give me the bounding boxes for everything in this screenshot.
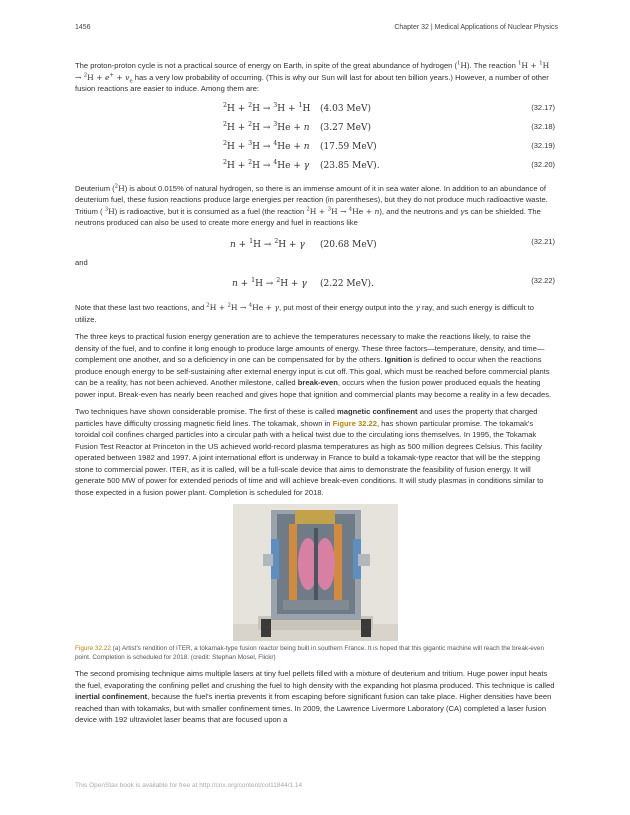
and-text: and [75,257,88,267]
figure-caption: Figure 32.22 (a) Artist's rendition of ITER, a tokamak-type fusion reactor being built in southern France. It is hoped that this gigantic machine will reach the break-even point. Completion is scheduled for 2018. (credit: Stephan Mosel, Flickr) [75,645,545,661]
equation-32-22: n + $^1$H → $^2$H + γ (2.22 MeV). (32.22) [232,276,555,289]
page-number: 1456 [75,24,91,31]
running-header: Chapter 32 | Medical Applications of Nuclear Physics [394,24,558,31]
equation-32-21: n + $^1$H → $^2$H + γ (20.68 MeV) (32.21) [230,236,555,250]
figure-link[interactable]: Figure 32.22 [332,418,377,428]
equation-32-18: $^2$H + $^2$H → $^3$He + n (3.27 MeV) (32.18) [223,120,555,133]
term-inertial-confinement: inertial confinement [75,692,148,701]
deuterium-paragraph: Deuterium ($^2$H) is about 0.015% of natural hydrogen, so there is an immense amount of it in sea water alone. In addition to an abundance of deuterium fuel, these fusion reactions produce large energies per reaction (in parentheses), but they do not produce much radioactive waste. Tritium ( $^3$H) is radioactive, but it is consumed as a fuel (the reaction $^2$H + $^3$H → $^4$He + n), and the neutrons and γs can be shielded. The neutrons produced can also be used to create more energy and fuel in reactions like [75,182,548,227]
iter-reactor-image [233,504,398,641]
note-paragraph: Note that these last two reactions, and $^2$H + $^2$H → $^4$He + γ, put most of their energy output into the γ ray, and such energy is difficult to utilize. [75,302,535,324]
inertial-paragraph: The second promising technique aims multiple lasers at tiny fuel pellets filled with a mixture of deuterium and tritium. Huge power input heats the fuel, evaporating the confining pellet and crushing the fuel to high density with the expanding hot plasma produced. This technique is called inertial confinement, because the fuel's inertia prevents it from escaping before significant fusion can take place. Higher densities have been reached than with tokamaks, but with smaller confinement times. In 2009, the Lawrence Livermore Laboratory (CA) completed a laser fusion device with 192 ultraviolet laser beams that are focused upon a [75,669,555,724]
figure-label: Figure 32.22 [75,645,111,652]
equation-number: (32.21) [531,236,555,246]
equation-32-20: $^2$H + $^2$H → $^4$He + γ (23.85 MeV). (32.20) [223,158,555,171]
intro-paragraph: The proton-proton cycle is not a practical source of energy on Earth, in spite of the great abundance of hydrogen ($^1$H). The reaction $^1H + ^1H \to ^2H + e^+ + v_e$ has a very low probability of occurring. (This is why our Sun will last for about ten billion years.) However, a number of other fusion reactions are easier to induce. Among them are: [75,60,550,93]
equation-32-19: $^2$H + $^3$H → $^4$He + n (17.59 MeV) (32.19) [223,139,555,152]
magnetic-paragraph: Two techniques have shown considerable promise. The first of these is called magnetic confinement and uses the property that charged particles have difficulty crossing magnetic field lines. The tokamak, shown in Figure 32.22, has shown particular promise. The tokamak's toroidal coil confines charged particles into a circular path with a helical twist due to the circulating ions themselves. In 1995, the Tokamak Fusion Test Reactor at Princeton in the US achieved world-record plasma temperatures as high as 500 million degrees Celsius. This facility operated between 1982 and 1997. A joint international effort is underway in France to build a tokamak-type reactor that will be the stepping stone to commercial power. ITER, as it is called, will be a full-scale device that aims to demonstrate the feasibility of fusion energy. It will generate 500 MW of power for extended periods of time and will achieve break-even conditions. It will study plasmas in conditions similar to those expected in a fusion power plant. Completion is scheduled for 2018. [75,407,544,497]
page-footer: This OpenStax book is available for free at http://cnx.org/content/col11844/1.14 [75,782,303,789]
equation-number: (32.18) [531,121,555,131]
equation-32-17: $^2$H + $^2$H → $^3$H + $^1$H (4.03 MeV) (32.17) [223,101,555,114]
term-ignition: Ignition [384,355,412,364]
page-body [75,60,555,732]
keys-paragraph: The three keys to practical fusion energy generation are to achieve the temperatures necessary to make the reactions likely, to raise the density of the fuel, and to confine it long enough to produce large amounts of energy. These three factors—temperature, density, and time—complement one another, and so a deficiency in one can be compensated for by the others. Ignition is defined to occur when the reactions produce enough energy to be self-sustaining after external energy input is cut off. This goal, which must be reached before commercial plants can be a reality, has not been achieved. Another milestone, called break-even, occurs when the fusion power produced equals the heating power input. Break-even has nearly been reached and gives hope that ignition and commercial plants may become a reality in a few decades. [75,332,552,399]
term-magnetic-confinement: magnetic confinement [337,407,418,416]
equation-number: (32.17) [531,102,555,112]
term-break-even: break-even [297,378,338,387]
equation-number: (32.19) [531,140,555,150]
equation-number: (32.22) [531,276,555,285]
figure-32-22 [75,504,555,641]
equation-number: (32.20) [531,159,555,169]
